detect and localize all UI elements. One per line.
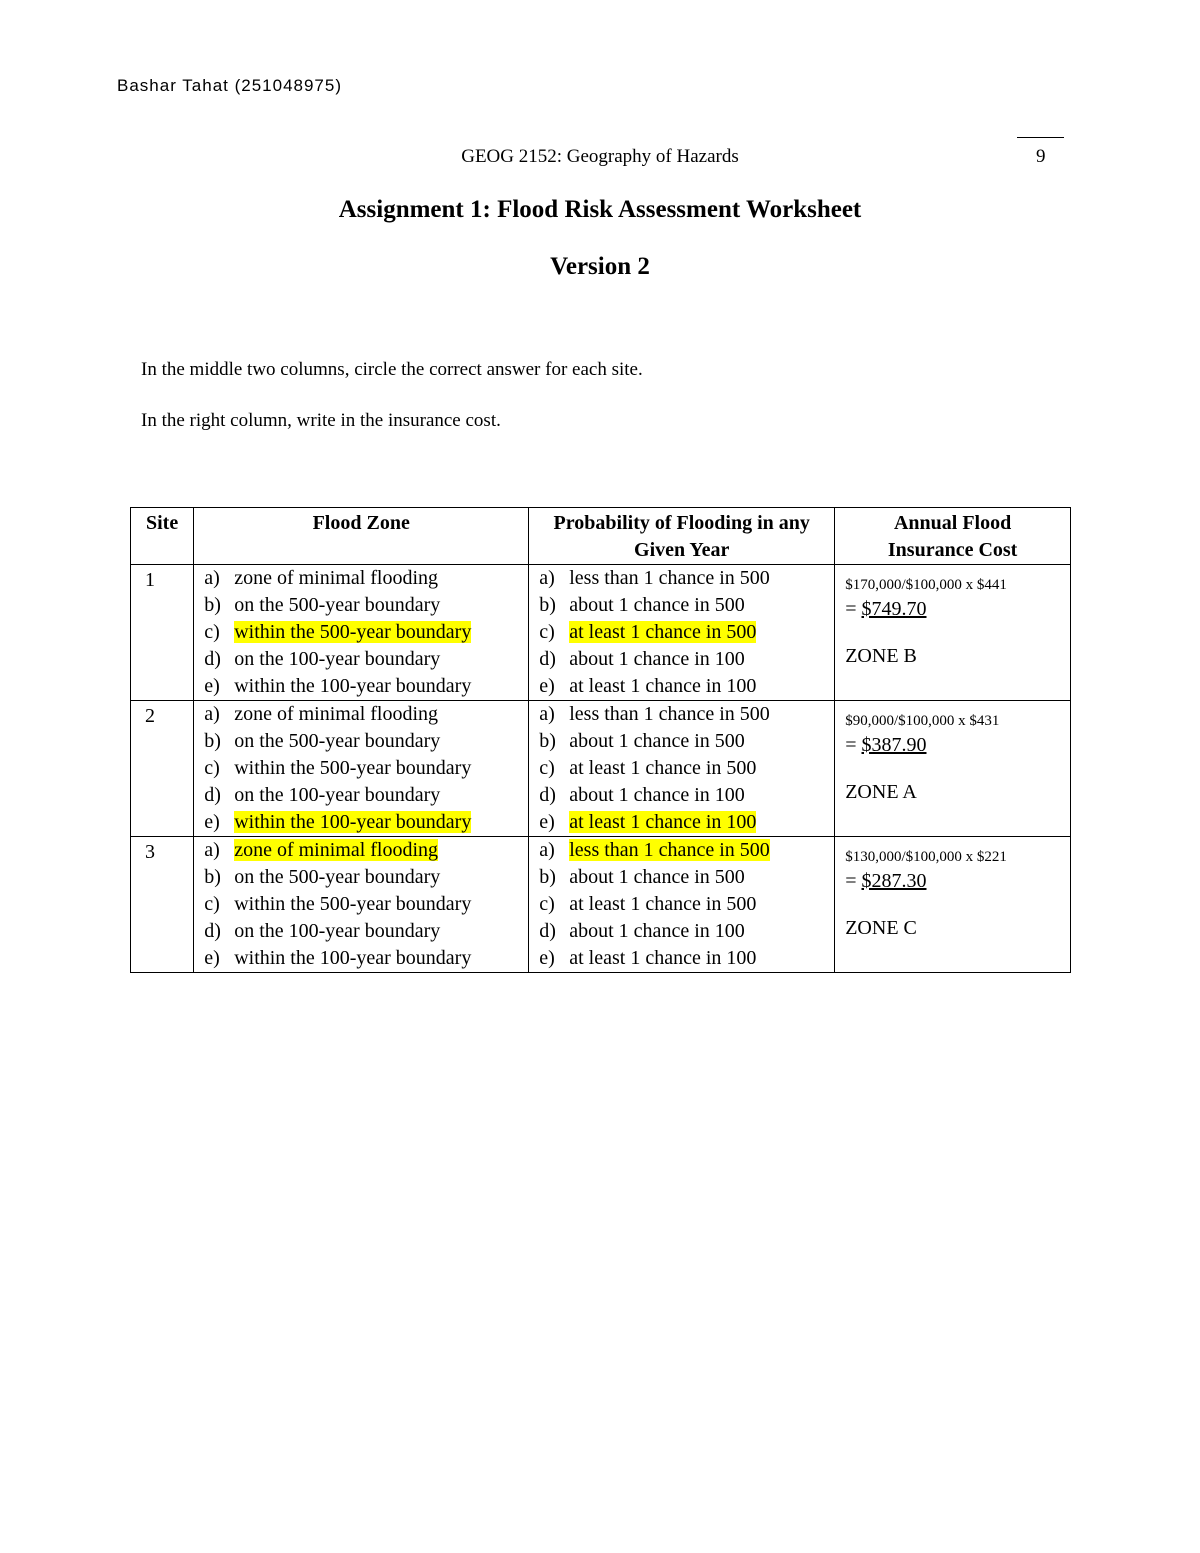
answer-option[interactable] [194, 728, 528, 755]
option-letter: d) [204, 784, 221, 806]
answer-option[interactable] [529, 891, 834, 918]
option-letter: c) [539, 757, 555, 779]
answer-option[interactable] [194, 755, 528, 782]
score-rule [1017, 137, 1064, 138]
probability-options [529, 701, 835, 837]
option-text: at least 1 chance in 100 [569, 947, 757, 969]
cost-calculation: $130,000/$100,000 x $221 [845, 849, 1007, 865]
answer-option[interactable] [194, 646, 528, 673]
answer-option[interactable] [529, 918, 834, 945]
cost-result: $387.90 [861, 734, 927, 756]
answer-option[interactable] [194, 619, 528, 646]
option-letter: c) [204, 893, 220, 915]
option-text: on the 500-year boundary [234, 730, 441, 752]
flood-zone-options [194, 701, 529, 837]
option-letter: b) [204, 866, 221, 888]
answer-option[interactable] [529, 809, 834, 836]
option-letter: c) [204, 621, 220, 643]
option-text: about 1 chance in 500 [569, 730, 745, 752]
cost-result: $287.30 [861, 870, 927, 892]
insurance-cost-cell [835, 837, 1071, 973]
table-row [131, 565, 1071, 701]
cost-result-line [845, 595, 1070, 623]
answer-option[interactable] [194, 837, 528, 864]
option-letter: a) [204, 839, 220, 861]
answer-option[interactable] [529, 782, 834, 809]
option-text: on the 100-year boundary [234, 920, 441, 942]
option-letter: b) [204, 594, 221, 616]
option-letter: e) [204, 947, 220, 969]
option-letter: a) [204, 703, 220, 725]
answer-option[interactable] [529, 619, 834, 646]
option-text: less than 1 chance in 500 [569, 567, 770, 589]
option-letter: a) [539, 839, 555, 861]
option-text: about 1 chance in 100 [569, 920, 745, 942]
author-name: Bashar Tahat (251048975) [117, 76, 343, 95]
option-text: within the 100-year boundary [234, 811, 472, 833]
option-letter: d) [539, 648, 556, 670]
option-letter: b) [539, 594, 556, 616]
option-text: within the 500-year boundary [234, 893, 472, 915]
cost-result-line [845, 867, 1070, 895]
score: 9 [1036, 146, 1046, 167]
option-text: less than 1 chance in 500 [569, 839, 770, 861]
option-letter: c) [539, 893, 555, 915]
option-letter: e) [204, 675, 220, 697]
probability-options [529, 837, 835, 973]
option-text: about 1 chance in 100 [569, 784, 745, 806]
option-letter: e) [539, 675, 555, 697]
option-letter: e) [539, 947, 555, 969]
site-number: 1 [131, 565, 194, 701]
answer-option[interactable] [194, 809, 528, 836]
site-number: 3 [131, 837, 194, 973]
header-flood-zone: Flood Zone [194, 508, 529, 565]
header-site: Site [131, 508, 194, 565]
instruction-1: In the middle two columns, circle the correct answer for each site. [141, 359, 643, 380]
answer-option[interactable] [529, 945, 834, 972]
option-text: at least 1 chance in 500 [569, 757, 757, 779]
site-number: 2 [131, 701, 194, 837]
instruction-2: In the right column, write in the insurance cost. [141, 410, 501, 431]
equals-sign: = [845, 870, 862, 892]
header-insurance-cost: Annual Flood Insurance Cost [835, 508, 1071, 565]
option-text: on the 100-year boundary [234, 648, 441, 670]
answer-option[interactable] [529, 565, 834, 592]
answer-option[interactable] [529, 837, 834, 864]
option-text: zone of minimal flooding [234, 703, 439, 725]
option-letter: c) [204, 757, 220, 779]
equals-sign: = [845, 734, 862, 756]
table-row [131, 701, 1071, 837]
option-text: at least 1 chance in 100 [569, 675, 757, 697]
option-letter: d) [204, 648, 221, 670]
table-row [131, 837, 1071, 973]
option-letter: c) [539, 621, 555, 643]
answer-option[interactable] [194, 864, 528, 891]
cost-calculation: $90,000/$100,000 x $431 [845, 713, 1000, 729]
option-letter: a) [539, 567, 555, 589]
option-letter: b) [539, 866, 556, 888]
answer-option[interactable] [529, 728, 834, 755]
option-letter: a) [204, 567, 220, 589]
answer-option[interactable] [529, 701, 834, 728]
cost-result: $749.70 [861, 598, 927, 620]
option-text: on the 500-year boundary [234, 866, 441, 888]
assignment-title: Assignment 1: Flood Risk Assessment Worksheet [338, 196, 862, 223]
option-text: at least 1 chance in 100 [569, 811, 757, 833]
answer-option[interactable] [194, 701, 528, 728]
answer-option[interactable] [529, 592, 834, 619]
option-text: within the 500-year boundary [234, 621, 472, 643]
answer-option[interactable] [194, 673, 528, 700]
option-text: on the 500-year boundary [234, 594, 441, 616]
option-letter: e) [204, 811, 220, 833]
answer-option[interactable] [529, 673, 834, 700]
cost-calculation: $170,000/$100,000 x $441 [845, 577, 1007, 593]
insurance-cost-cell [835, 565, 1071, 701]
option-letter: d) [539, 784, 556, 806]
option-letter: e) [539, 811, 555, 833]
option-text: within the 500-year boundary [234, 757, 472, 779]
option-letter: a) [539, 703, 555, 725]
answer-option[interactable] [529, 646, 834, 673]
answer-option[interactable] [194, 592, 528, 619]
course-title: GEOG 2152: Geography of Hazards [461, 146, 739, 167]
zone-label: ZONE B [845, 645, 917, 667]
option-text: about 1 chance in 500 [569, 866, 745, 888]
option-text: within the 100-year boundary [234, 947, 472, 969]
equals-sign: = [845, 598, 862, 620]
answer-option[interactable] [194, 565, 528, 592]
version-label: Version 2 [550, 253, 650, 280]
zone-label: ZONE A [845, 781, 917, 803]
option-letter: b) [204, 730, 221, 752]
table-header-row [131, 508, 1071, 565]
zone-label: ZONE C [845, 917, 917, 939]
cost-result-line [845, 731, 1070, 759]
option-text: about 1 chance in 100 [569, 648, 745, 670]
option-text: zone of minimal flooding [234, 839, 439, 861]
header-probability: Probability of Flooding in any Given Year [529, 508, 835, 565]
flood-zone-options [194, 565, 529, 701]
option-text: less than 1 chance in 500 [569, 703, 770, 725]
worksheet-table [130, 507, 1071, 973]
option-letter: d) [539, 920, 556, 942]
answer-option[interactable] [194, 891, 528, 918]
answer-option[interactable] [529, 755, 834, 782]
answer-option[interactable] [194, 782, 528, 809]
option-text: on the 100-year boundary [234, 784, 441, 806]
option-text: zone of minimal flooding [234, 567, 439, 589]
probability-options [529, 565, 835, 701]
insurance-cost-cell [835, 701, 1071, 837]
option-letter: b) [539, 730, 556, 752]
option-text: at least 1 chance in 500 [569, 893, 757, 915]
flood-zone-options [194, 837, 529, 973]
option-letter: d) [204, 920, 221, 942]
option-text: within the 100-year boundary [234, 675, 472, 697]
option-text: at least 1 chance in 500 [569, 621, 757, 643]
answer-option[interactable] [194, 918, 528, 945]
answer-option[interactable] [529, 864, 834, 891]
option-text: about 1 chance in 500 [569, 594, 745, 616]
answer-option[interactable] [194, 945, 528, 972]
